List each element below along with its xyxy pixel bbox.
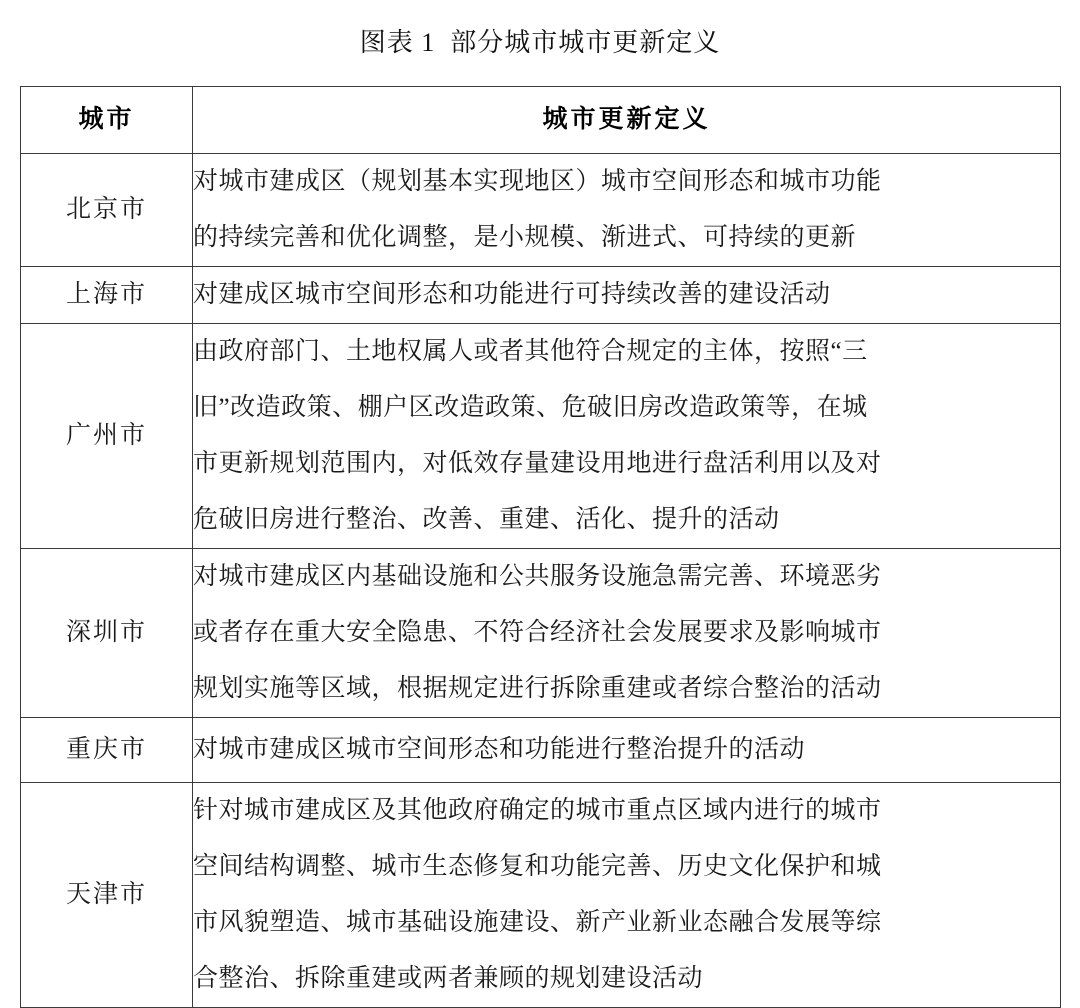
figure-title: 图表 1 部分城市城市更新定义 [359,28,721,57]
cell-definition [193,324,1061,549]
definition-line: 市更新规划范围内，对低效存量建设用地进行盘活利用以及对 [193,450,882,477]
definition-line: 规划实施等区域，根据规定进行拆除重建或者综合整治的活动 [193,675,882,702]
definition-line: 危破旧房进行整治、改善、重建、活化、提升的活动 [193,506,780,533]
cell-definition [193,154,1061,267]
cell-definition [193,718,1061,783]
table-row [21,718,1061,783]
table-row [21,783,1061,1008]
column-header-definition: 城市更新定义 [193,87,1061,154]
definition-line: 市风貌塑造、城市基础设施建设、新产业新业态融合发展等综 [193,909,882,936]
city-renewal-definition-table [20,86,1061,1008]
definition-line: 对城市建成区（规划基本实现地区）城市空间形态和城市功能 [193,168,882,195]
definition-line: 的持续完善和优化调整，是小规模、渐进式、可持续的更新 [193,224,857,251]
cell-city-name: 上海市 [21,267,193,324]
cell-definition [193,267,1061,324]
definition-line: 或者存在重大安全隐患、不符合经济社会发展要求及影响城市 [193,619,882,646]
definition-line: 对建成区城市空间形态和功能进行可持续改善的建设活动 [193,281,831,308]
column-header-city: 城市 [21,87,193,154]
definition-line: 旧”改造政策、棚户区改造政策、危破旧房改造政策等，在城 [193,394,868,421]
city-renewal-definition-table-wrapper [20,86,1060,1008]
cell-city-name: 广州市 [21,324,193,549]
definition-line: 针对城市建成区及其他政府确定的城市重点区域内进行的城市 [193,797,882,824]
definition-line: 合整治、拆除重建或两者兼顾的规划建设活动 [193,965,704,992]
table-row [21,267,1061,324]
definition-line: 对城市建成区内基础设施和公共服务设施急需完善、环境恶劣 [193,563,882,590]
cell-definition [193,783,1061,1008]
table-row [21,324,1061,549]
table-row [21,549,1061,718]
definition-line: 空间结构调整、城市生态修复和功能完善、历史文化保护和城 [193,853,882,880]
cell-city-name: 北京市 [21,154,193,267]
cell-definition [193,549,1061,718]
definition-line: 对城市建成区城市空间形态和功能进行整治提升的活动 [193,736,806,763]
table-header-row [21,87,1061,154]
definition-line: 由政府部门、土地权属人或者其他符合规定的主体，按照“三 [193,338,868,365]
cell-city-name: 天津市 [21,783,193,1008]
cell-city-name: 深圳市 [21,549,193,718]
cell-city-name: 重庆市 [21,718,193,783]
table-row [21,154,1061,267]
